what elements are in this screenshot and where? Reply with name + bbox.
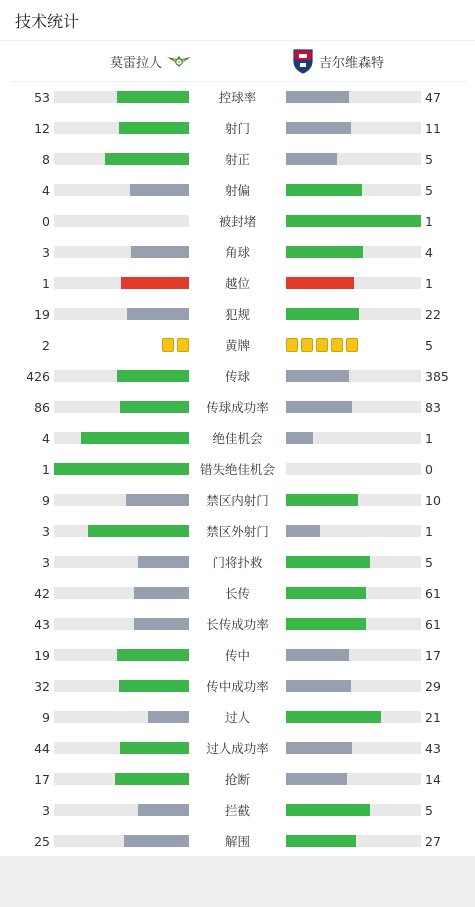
away-value: 5 <box>425 338 433 353</box>
stat-row <box>0 609 475 640</box>
stat-label: 过人 <box>224 710 250 725</box>
stat-row <box>0 547 475 578</box>
home-team[interactable] <box>110 41 192 81</box>
away-bar-fill <box>286 649 349 661</box>
home-bar-fill <box>121 277 189 289</box>
stat-label: 射门 <box>224 121 250 136</box>
home-bar-track <box>54 401 189 413</box>
home-bar-fill <box>117 91 189 103</box>
home-value: 0 <box>42 214 50 229</box>
home-team-name: 莫雷拉人 <box>109 55 162 71</box>
home-bar-fill <box>130 184 189 196</box>
home-value: 1 <box>42 276 50 291</box>
home-value: 4 <box>42 431 50 446</box>
page-background <box>0 856 475 907</box>
home-bar-fill <box>117 370 189 382</box>
away-value: 1 <box>425 276 433 291</box>
stat-row <box>0 206 475 237</box>
home-bar-fill <box>126 494 189 506</box>
home-value: 44 <box>34 741 50 756</box>
away-bar-track <box>286 649 421 661</box>
away-bar-track <box>286 618 421 630</box>
home-value: 19 <box>34 307 50 322</box>
stat-row <box>0 640 475 671</box>
yellow-card-icon <box>301 338 313 352</box>
home-bar-track <box>54 494 189 506</box>
away-bar-track <box>286 432 421 444</box>
stat-row <box>0 733 475 764</box>
away-value: 10 <box>425 493 441 508</box>
away-bar-track <box>286 494 421 506</box>
away-bar-fill <box>286 370 349 382</box>
yellow-card-icon <box>177 338 189 352</box>
home-value: 2 <box>42 338 50 353</box>
home-bar-fill <box>131 246 189 258</box>
home-bar-track <box>54 804 189 816</box>
stat-label: 长传 <box>224 586 250 601</box>
home-bar-track <box>54 122 189 134</box>
stat-label: 角球 <box>224 245 250 260</box>
away-bar-fill <box>286 556 370 568</box>
away-bar-fill <box>286 742 352 754</box>
stat-row <box>0 826 475 857</box>
stat-label: 过人成功率 <box>206 741 269 756</box>
away-value: 4 <box>425 245 433 260</box>
away-bar-track <box>286 525 421 537</box>
away-bar-track <box>286 215 421 227</box>
stat-label: 错失绝佳机会 <box>199 462 275 477</box>
stat-row <box>0 671 475 702</box>
section-title: 技术统计 <box>15 11 80 31</box>
home-bar-fill <box>134 587 189 599</box>
stat-label: 传中成功率 <box>206 679 269 694</box>
away-yellow-cards <box>286 338 358 352</box>
stat-label: 传中 <box>224 648 250 663</box>
home-bar-fill <box>138 556 189 568</box>
away-bar-track <box>286 308 421 320</box>
yellow-card-icon <box>286 338 298 352</box>
home-bar-fill <box>120 742 189 754</box>
away-bar-fill <box>286 525 320 537</box>
away-bar-fill <box>286 835 356 847</box>
away-value: 5 <box>425 555 433 570</box>
home-value: 42 <box>34 586 50 601</box>
away-value: 17 <box>425 648 441 663</box>
stat-label: 长传成功率 <box>206 617 269 632</box>
away-bar-fill <box>286 153 337 165</box>
away-value: 0 <box>425 462 433 477</box>
away-bar-fill <box>286 587 366 599</box>
away-bar-fill <box>286 680 351 692</box>
yellow-card-icon <box>346 338 358 352</box>
home-bar-fill <box>148 711 189 723</box>
stat-row <box>0 330 475 361</box>
stat-label: 解围 <box>224 834 250 849</box>
away-bar-track <box>286 556 421 568</box>
stat-label: 射正 <box>224 152 250 167</box>
home-bar-track <box>54 308 189 320</box>
away-value: 29 <box>425 679 441 694</box>
home-value: 3 <box>42 524 50 539</box>
home-bar-fill <box>105 153 189 165</box>
away-bar-fill <box>286 618 366 630</box>
away-value: 385 <box>425 369 449 384</box>
away-value: 43 <box>425 741 441 756</box>
away-bar-fill <box>286 215 421 227</box>
away-value: 1 <box>425 524 433 539</box>
home-bar-track <box>54 277 189 289</box>
stat-row <box>0 82 475 113</box>
away-value: 11 <box>425 121 441 136</box>
away-bar-fill <box>286 91 349 103</box>
home-value: 17 <box>34 772 50 787</box>
away-value: 61 <box>425 586 441 601</box>
home-bar-fill <box>88 525 189 537</box>
away-bar-fill <box>286 804 370 816</box>
home-bar-track <box>54 525 189 537</box>
away-bar-track <box>286 122 421 134</box>
home-value: 1 <box>42 462 50 477</box>
home-bar-track <box>54 618 189 630</box>
away-bar-fill <box>286 401 352 413</box>
home-bar-fill <box>81 432 189 444</box>
home-value: 32 <box>34 679 50 694</box>
stat-row <box>0 237 475 268</box>
away-bar-track <box>286 91 421 103</box>
stat-label: 拦截 <box>224 803 250 818</box>
yellow-card-icon <box>162 338 174 352</box>
stat-row <box>0 392 475 423</box>
away-value: 14 <box>425 772 441 787</box>
away-value: 5 <box>425 183 433 198</box>
home-bar-track <box>54 587 189 599</box>
home-bar-track <box>54 649 189 661</box>
away-team-crest-icon <box>292 48 314 74</box>
stat-label: 传球成功率 <box>206 400 269 415</box>
home-value: 3 <box>42 555 50 570</box>
away-bar-fill <box>286 432 313 444</box>
stat-label: 禁区外射门 <box>206 524 269 539</box>
away-team-name: 吉尔维森特 <box>319 55 385 71</box>
yellow-card-icon <box>316 338 328 352</box>
home-bar-fill <box>124 835 189 847</box>
away-value: 1 <box>425 431 433 446</box>
home-bar-fill <box>119 680 189 692</box>
home-team-logo-icon <box>166 53 192 69</box>
stat-label: 抢断 <box>224 772 250 787</box>
stat-row <box>0 113 475 144</box>
home-value: 8 <box>42 152 50 167</box>
home-bar-fill <box>115 773 189 785</box>
home-value: 12 <box>34 121 50 136</box>
home-bar-track <box>54 153 189 165</box>
away-value: 47 <box>425 90 441 105</box>
away-value: 1 <box>425 214 433 229</box>
away-bar-fill <box>286 494 358 506</box>
away-bar-track <box>286 587 421 599</box>
stat-label: 被封堵 <box>218 214 257 229</box>
home-value: 19 <box>34 648 50 663</box>
home-bar-fill <box>134 618 189 630</box>
stat-label: 控球率 <box>218 90 257 105</box>
away-bar-track <box>286 370 421 382</box>
stat-row <box>0 175 475 206</box>
away-value: 27 <box>425 834 441 849</box>
stat-row <box>0 485 475 516</box>
away-value: 5 <box>425 152 433 167</box>
stat-row <box>0 795 475 826</box>
home-bar-track <box>54 246 189 258</box>
stat-row <box>0 764 475 795</box>
away-bar-fill <box>286 308 359 320</box>
home-value: 43 <box>34 617 50 632</box>
stat-row <box>0 423 475 454</box>
away-bar-fill <box>286 277 354 289</box>
home-bar-track <box>54 773 189 785</box>
stat-label: 传球 <box>224 369 250 384</box>
away-bar-track <box>286 711 421 723</box>
home-bar-track <box>54 680 189 692</box>
home-bar-track <box>54 556 189 568</box>
home-value: 25 <box>34 834 50 849</box>
home-value: 53 <box>34 90 50 105</box>
away-bar-track <box>286 153 421 165</box>
away-value: 5 <box>425 803 433 818</box>
stats-list <box>0 82 475 857</box>
away-bar-track <box>286 680 421 692</box>
home-value: 9 <box>42 493 50 508</box>
home-value: 426 <box>26 369 50 384</box>
home-value: 3 <box>42 803 50 818</box>
stat-label: 门将扑救 <box>212 555 263 570</box>
away-value: 21 <box>425 710 441 725</box>
home-bar-fill <box>127 308 189 320</box>
away-value: 22 <box>425 307 441 322</box>
away-bar-track <box>286 804 421 816</box>
stat-row <box>0 268 475 299</box>
away-bar-track <box>286 277 421 289</box>
home-bar-track <box>54 370 189 382</box>
stat-label: 犯规 <box>224 307 250 322</box>
away-bar-track <box>286 401 421 413</box>
away-bar-fill <box>286 711 381 723</box>
stat-row <box>0 144 475 175</box>
home-value: 3 <box>42 245 50 260</box>
stat-row <box>0 578 475 609</box>
stat-label: 黄牌 <box>224 338 250 353</box>
away-bar-fill <box>286 122 351 134</box>
home-bar-fill <box>138 804 189 816</box>
stat-row <box>0 516 475 547</box>
away-bar-track <box>286 463 421 475</box>
stat-row <box>0 702 475 733</box>
home-bar-track <box>54 711 189 723</box>
away-bar-track <box>286 835 421 847</box>
away-bar-track <box>286 773 421 785</box>
home-value: 4 <box>42 183 50 198</box>
stat-row <box>0 454 475 485</box>
home-bar-track <box>54 742 189 754</box>
stat-label: 禁区内射门 <box>206 493 269 508</box>
away-bar-fill <box>286 184 362 196</box>
home-bar-track <box>54 91 189 103</box>
away-value: 61 <box>425 617 441 632</box>
stat-label: 越位 <box>224 276 250 291</box>
home-bar-track <box>54 463 189 475</box>
home-bar-track <box>54 432 189 444</box>
stat-row <box>0 361 475 392</box>
away-team[interactable] <box>292 41 384 81</box>
home-bar-fill <box>119 122 189 134</box>
away-bar-track <box>286 184 421 196</box>
away-bar-track <box>286 246 421 258</box>
teams-header <box>10 41 466 82</box>
home-value: 86 <box>34 400 50 415</box>
stat-row <box>0 299 475 330</box>
yellow-card-icon <box>331 338 343 352</box>
home-value: 9 <box>42 710 50 725</box>
away-value: 83 <box>425 400 441 415</box>
home-yellow-cards <box>162 338 189 352</box>
home-bar-fill <box>117 649 189 661</box>
home-bar-track <box>54 215 189 227</box>
section-header <box>0 0 475 41</box>
home-bar-track <box>54 835 189 847</box>
stat-label: 绝佳机会 <box>212 431 263 446</box>
away-bar-track <box>286 742 421 754</box>
home-bar-track <box>54 184 189 196</box>
away-bar-fill <box>286 773 347 785</box>
home-bar-fill <box>120 401 189 413</box>
stat-label: 射偏 <box>224 183 250 198</box>
home-bar-fill <box>54 463 189 475</box>
away-bar-fill <box>286 246 363 258</box>
